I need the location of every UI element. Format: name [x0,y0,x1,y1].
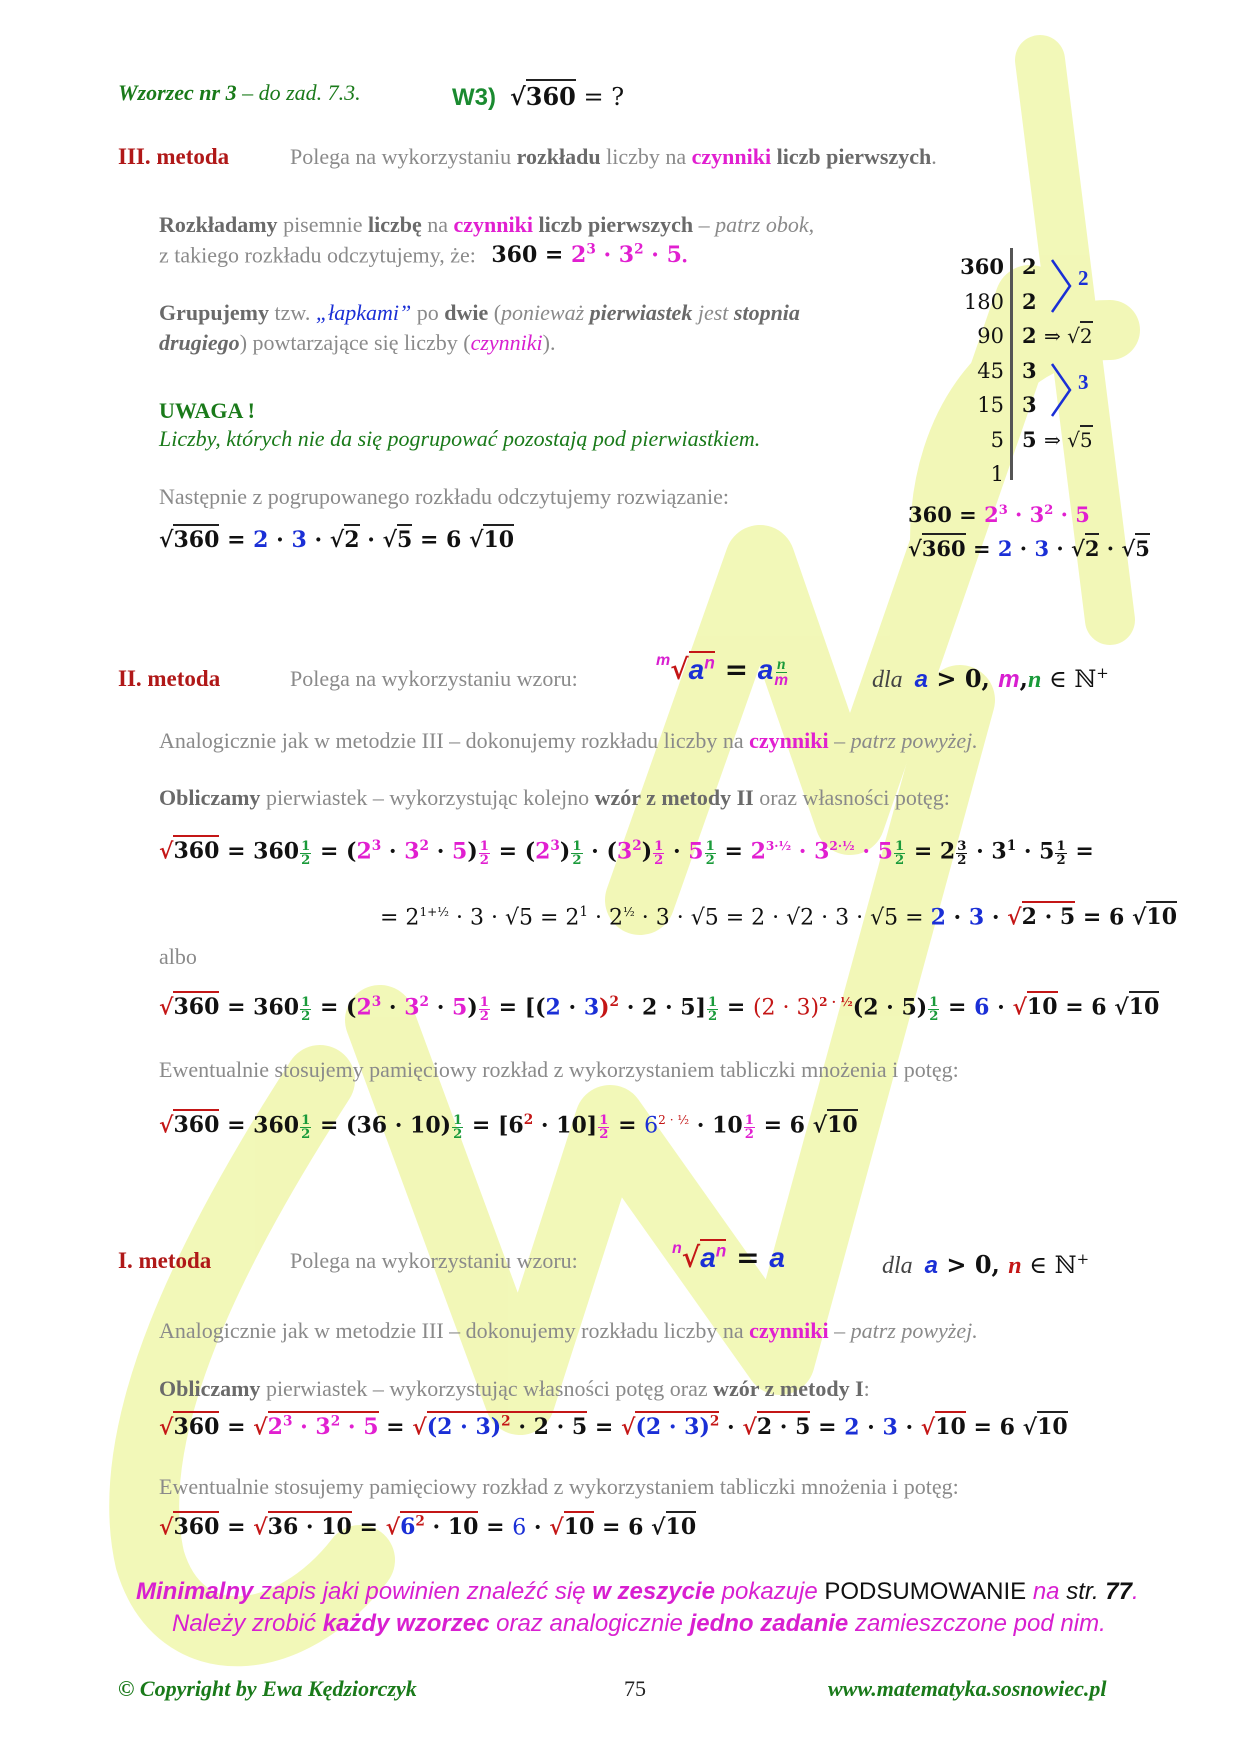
copyright: © Copyright by Ewa Kędziorczyk [118,1676,417,1701]
factor-divider [1010,248,1013,480]
factor-left-value: 1 [990,462,1004,486]
m2-oblicz: Obliczamy pierwiastek – wykorzystując kolejno wzór z metody II oraz własności potęg: [159,785,950,810]
m2-analog: Analogicznie jak w metodzie III – dokonujemy rozkładu liczby na czynniki – patrz powyżej. [159,728,978,753]
m1-equation-1: $√360 = √2^3 \cdot 3^2 \cdot 5 = √(2 \cdot 3)^2 \cdot 2 \cdot 5 = √(2 \cdot 3)^2 \cdot √2 \cdot 5 = 2 \cdot 3 \cdot √10 = 6$ √10 [159,1414,1068,1440]
group-2-value: 3 [1078,370,1089,394]
m1-analog: Analogicznie jak w metodzie III – dokonujemy rozkładu liczby na czynniki – patrz powyżej. [159,1318,978,1343]
method-3-intro: Polega na wykorzystaniu rozkładu liczby na czynniki liczb pierwszych. [290,144,937,169]
factor-left-value: 5 [990,427,1004,452]
m2-equation-4: √360 = 360 $\frac{1}{2}$ = (36 · 10) $\frac{1}{2}$ = $[6^2 \cdot 10]$ $\frac{1}{2}$ = $6^{2 \cdot \frac{1}{2}} \cdot 10$ $\frac{1}{2}$ = 6 √10 [159,1112,858,1141]
root-2-arrow: ⇒ √2 [1044,324,1093,348]
m1-equation-2: $√360 = √36 \cdot 10 = √6^2 \cdot 10 = 6 \cdot √10 = 6$ √10 [159,1514,696,1540]
group-bracket-2 [1048,360,1078,420]
m3-next: Następnie z pogrupowanego rozkładu odczytujemy rozwiązanie: [159,484,729,509]
question: W3) √360 = ? [452,82,624,112]
factor-left-value: 15 [977,393,1004,417]
factor-right-value: 2 [1022,288,1037,314]
footer-note-line-2: Należy zrobić każdy wzorzec oraz analogicznie jedno zadanie zamieszczone pod nim. [172,1610,1106,1637]
group-bracket-1 [1048,256,1078,316]
factor-right-column [1022,250,1037,457]
m3-paragraph-2: z takiego rozkładu odczytujemy, że: $360 = 2^3 \cdot 3^2 \cdot 5$. [159,242,688,269]
m3-grouping-1: Grupujemy tzw. „łapkami” po dwie (ponieważ pierwiastek jest stopnia [159,300,800,325]
w3-label: W3) [452,84,496,111]
do-zad-label: – do zad. 7.3. [236,80,361,105]
wzorzec-label: Wzorzec nr 3 [118,80,237,105]
method-2-label: II. metoda [118,666,221,691]
m2-equation-1: √360 = 360 $\frac{1}{2}$ = $(2^3 \cdot 3^2 \cdot 5)$ $\frac{1}{2}$ = $(2^3)$ $\frac{1}{2}$ · $(3^2)$ $\frac{1}{2}$ · 5 $\frac{1}{2}$ = $2^{3\cdot\frac{1}{2}} \cdot 3^{2\cdot\frac{1}{2}} \cdot 5$ $\frac{1}{2}$ = 2 $\frac{3}{2}$ · $3^1 \cdot 5$ $\frac{1}{2}$ = [159,838,1094,867]
factor-right-value: 3 [1022,392,1037,417]
m1-ewentualnie: Ewentualnie stosujemy pamięciowy rozkład z wykorzystaniem tabliczki mnożenia i potęg: [159,1474,959,1499]
factor-right-value: 5 [1022,426,1037,452]
m2-equation-3: √360 = 360 $\frac{1}{2}$ = $(2^3 \cdot 3^2 \cdot 5)$ $\frac{1}{2}$ = $[(2 \cdot 3)^2 \cdot 2 \cdot 5]$ $\frac{1}{2}$ = $(2 \cdot 3)^{2 \cdot \frac{1}{2}}(2 \cdot 5)$ $\frac{1}{2}$ = 6 · √10 = 6 √10 [159,994,1159,1023]
method-1-label: I. metoda [118,1248,212,1273]
m3-result: √360 = 2 · 3 · √2 · √5 = 6 √10 [159,527,514,553]
factor-right-value: 2 [1022,254,1037,279]
website-link[interactable]: www.matematyka.sosnowiec.pl [828,1676,1107,1701]
uwaga-heading: UWAGA ! [159,398,255,423]
method-1-condition: dla a > 0, n ∈ ℕ+ [882,1250,1090,1279]
factor-table [960,248,1160,488]
m2-equation-2: = $2^{1+\frac{1}{2}} \cdot 3 \cdot √5 = 2^1 \cdot 2^{\frac{1}{2}} \cdot 3 \cdot √5 = 2 \cdot √2 \cdot 3 \cdot √5 = 2 \cdot 3 \cdot √2 \cdot 5 = 6$ √10 [380,904,1177,930]
factor-right-value: 2 [1022,323,1037,348]
m2-albo: albo [159,944,197,969]
factor-left-value: 90 [977,324,1004,348]
factor-left-value: 45 [977,358,1004,383]
factor-left-value: 360 [960,254,1004,279]
page-number: 75 [624,1676,646,1701]
uwaga-text: Liczby, których nie da się pogrupować pozostają pod pierwiastkiem. [159,426,761,451]
root-5-arrow: ⇒ √5 [1044,428,1093,452]
header [118,80,361,106]
m1-oblicz: Obliczamy pierwiastek – wykorzystując własności potęg oraz wzór z metody I: [159,1376,870,1401]
method-2-intro: Polega na wykorzystaniu wzoru: [290,666,578,691]
method-2-condition: dla a > 0, m,n ∈ ℕ+ [872,664,1109,693]
question-tail: = ? [575,83,625,111]
footer-note-line-1: Minimalny zapis jaki powinien znaleźć się w zeszycie pokazuje PODSUMOWANIE na str. 77. [136,1578,1139,1605]
factor-sum-1: $360 = 2^3 \cdot 3^2 \cdot 5$ [908,502,1090,527]
m3-grouping-2: drugiego) powtarzające się liczby (czynniki). [159,330,556,355]
method-2-formula: $^m√a^n = a$ $\frac{n}{m}$ [656,652,789,690]
factor-left-column [960,250,1004,492]
m2-ewentualnie: Ewentualnie stosujemy pamięciowy rozkład z wykorzystaniem tabliczki mnożenia i potęg: [159,1057,959,1082]
m3-paragraph-1: Rozkładamy pisemnie liczbę na czynniki liczb pierwszych – patrz obok, [159,212,815,237]
group-1-value: 2 [1078,266,1089,290]
factor-right-value: 3 [1022,357,1037,383]
factor-left-value: 180 [963,289,1004,314]
method-3-label: III. metoda [118,144,230,169]
factor-sum-2: √360 = 2 · 3 · √2 · √5 [908,536,1150,561]
method-1-formula: $^n√a^n = a$ [672,1240,785,1274]
method-1-intro: Polega na wykorzystaniu wzoru: [290,1248,578,1273]
question-number: 360 [526,79,576,111]
